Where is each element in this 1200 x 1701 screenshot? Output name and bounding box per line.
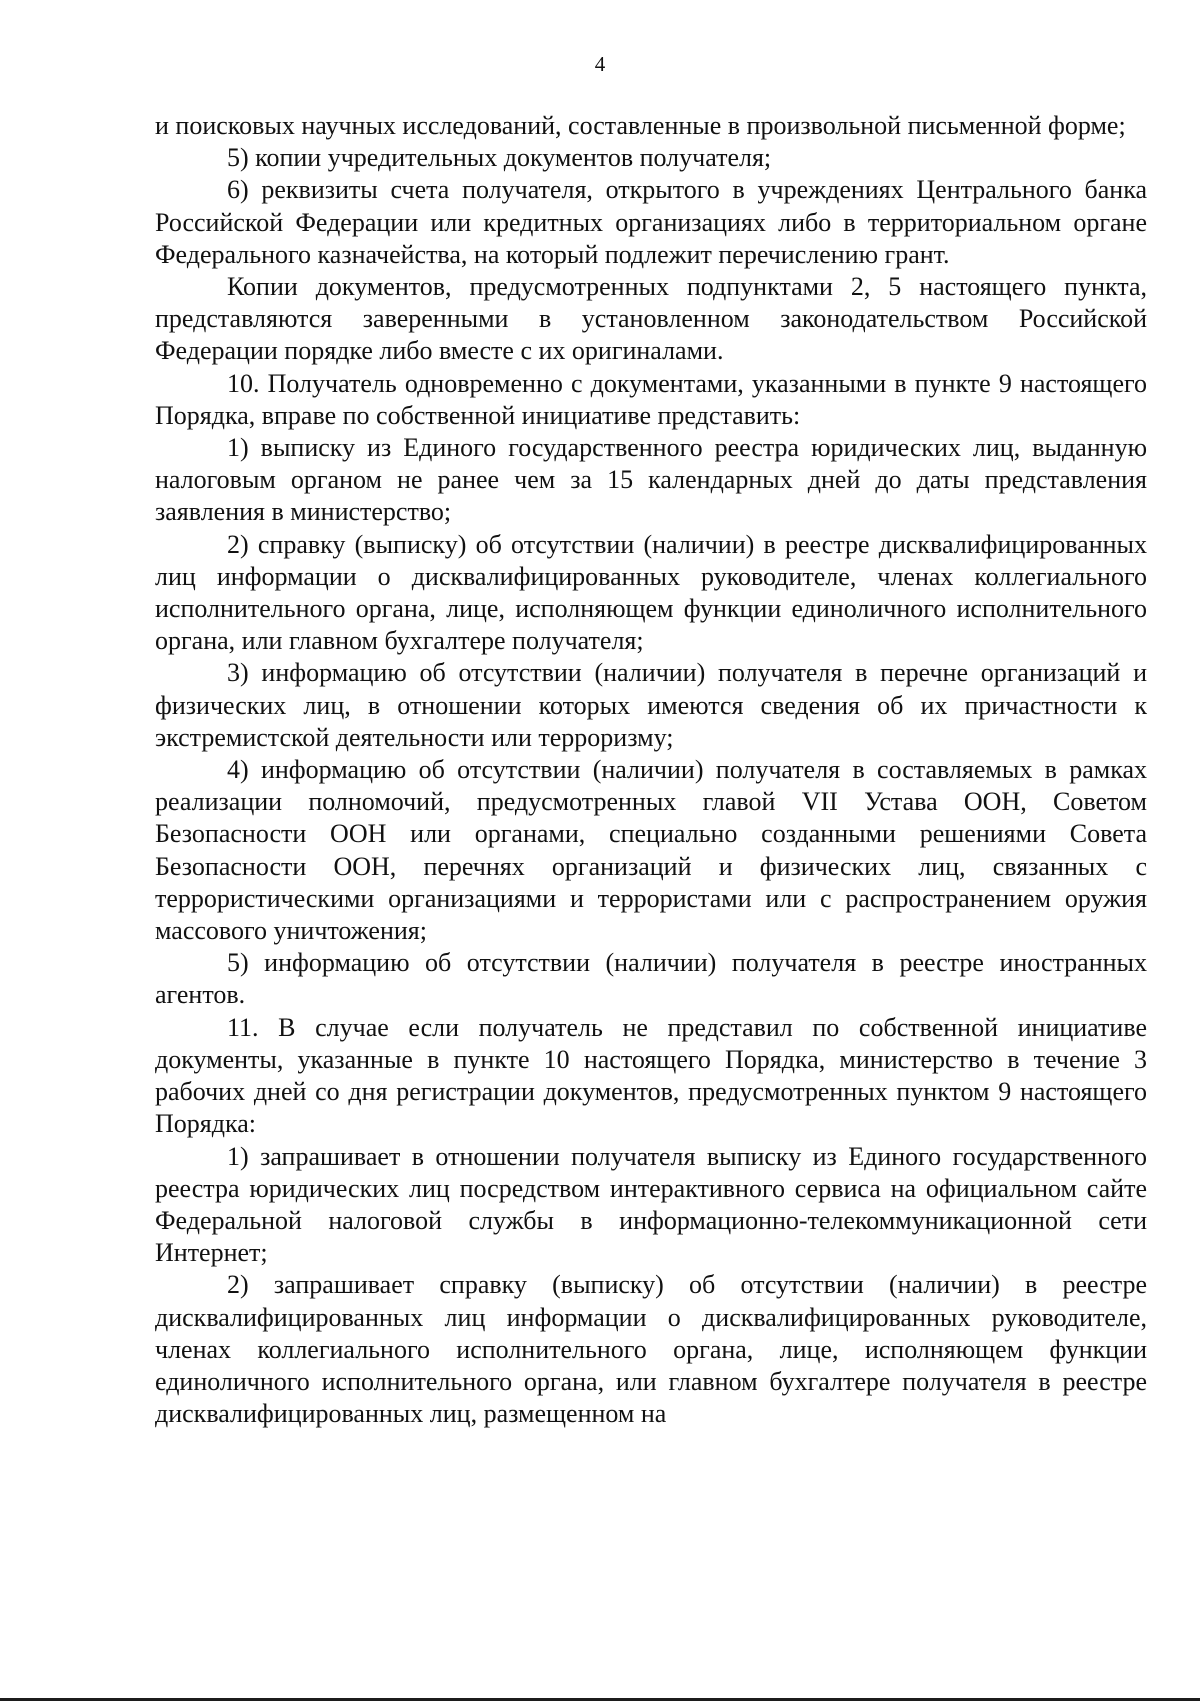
paragraph-clause-10-item-5: 5) информацию об отсутствии (наличии) получателя в реестре иностранных агентов.	[155, 948, 1147, 1010]
document-body	[155, 110, 1147, 1430]
paragraph-clause-11: 11. В случае если получатель не представил по собственной инициативе документы, указанные в пункте 10 настоящего Порядка, министерство в течение 3 рабочих дней со дня регистрации документов, предусмотренных пунктом 9 настоящего Порядка:	[155, 1012, 1147, 1139]
paragraph-item-5-founding-docs: 5) копии учредительных документов получателя;	[227, 143, 772, 173]
paragraph-clause-10-item-4: 4) информацию об отсутствии (наличии) получателя в составляемых в рамках реализации полномочий, предусмотренных главой VII Устава ООН, Советом Безопасности ООН или органами, специально созданными решениями Совета Безопасности ООН, перечнях организаций и физических лиц, связанных с террористическими организациями и террористами или с распространением оружия массового уничтожения;	[155, 755, 1147, 946]
paragraph-clause-11-item-2: 2) запрашивает справку (выписку) об отсутствии (наличии) в реестре дисквалифицированных лиц информации о дисквалифицированных руководителе, членах коллегиального исполнительного органа, лице, исполняющем функции единоличного исполнительного органа, или главном бухгалтере получателя в реестре дисквалифицированных лиц, размещенном на	[155, 1270, 1147, 1429]
paragraph-document-copies: Копии документов, предусмотренных подпунктами 2, 5 настоящего пункта, представляются заверенными в установленном законодательством Российской Федерации порядке либо вместе с их оригиналами.	[155, 272, 1147, 366]
paragraph-clause-10: 10. Получатель одновременно с документами, указанными в пункте 9 настоящего Порядка, вправе по собственной инициативе представить:	[155, 368, 1147, 430]
paragraph-clause-11-item-1: 1) запрашивает в отношении получателя выписку из Единого государственного реестра юридических лиц посредством интерактивного сервиса на официальном сайте Федеральной налоговой службы в информационно-телекоммуникационной сети Интернет;	[155, 1141, 1147, 1268]
paragraph-continuation: и поисковых научных исследований, составленные в произвольной письменной форме;	[155, 111, 1126, 140]
paragraph-clause-10-item-1: 1) выписку из Единого государственного реестра юридических лиц, выданную налоговым органом не ранее чем за 15 календарных дней до даты представления заявления в министерство;	[155, 433, 1147, 527]
paragraph-clause-10-item-3: 3) информацию об отсутствии (наличии) получателя в перечне организаций и физических лиц, в отношении которых имеются сведения об их причастности к экстремистской деятельности или терроризму;	[155, 658, 1147, 752]
paragraph-item-6-bank-details: 6) реквизиты счета получателя, открытого в учреждениях Центрального банка Российской Федерации или кредитных организациях либо в территориальном органе Федерального казначейства, на который подлежит перечислению грант.	[155, 175, 1147, 269]
paragraph-clause-10-item-2: 2) справку (выписку) об отсутствии (наличии) в реестре дисквалифицированных лиц информации о дисквалифицированных руководителе, членах коллегиального исполнительного органа, лице, исполняющем функции единоличного исполнительного органа, или главном бухгалтере получателя;	[155, 529, 1147, 656]
page-number: 4	[594, 52, 606, 76]
